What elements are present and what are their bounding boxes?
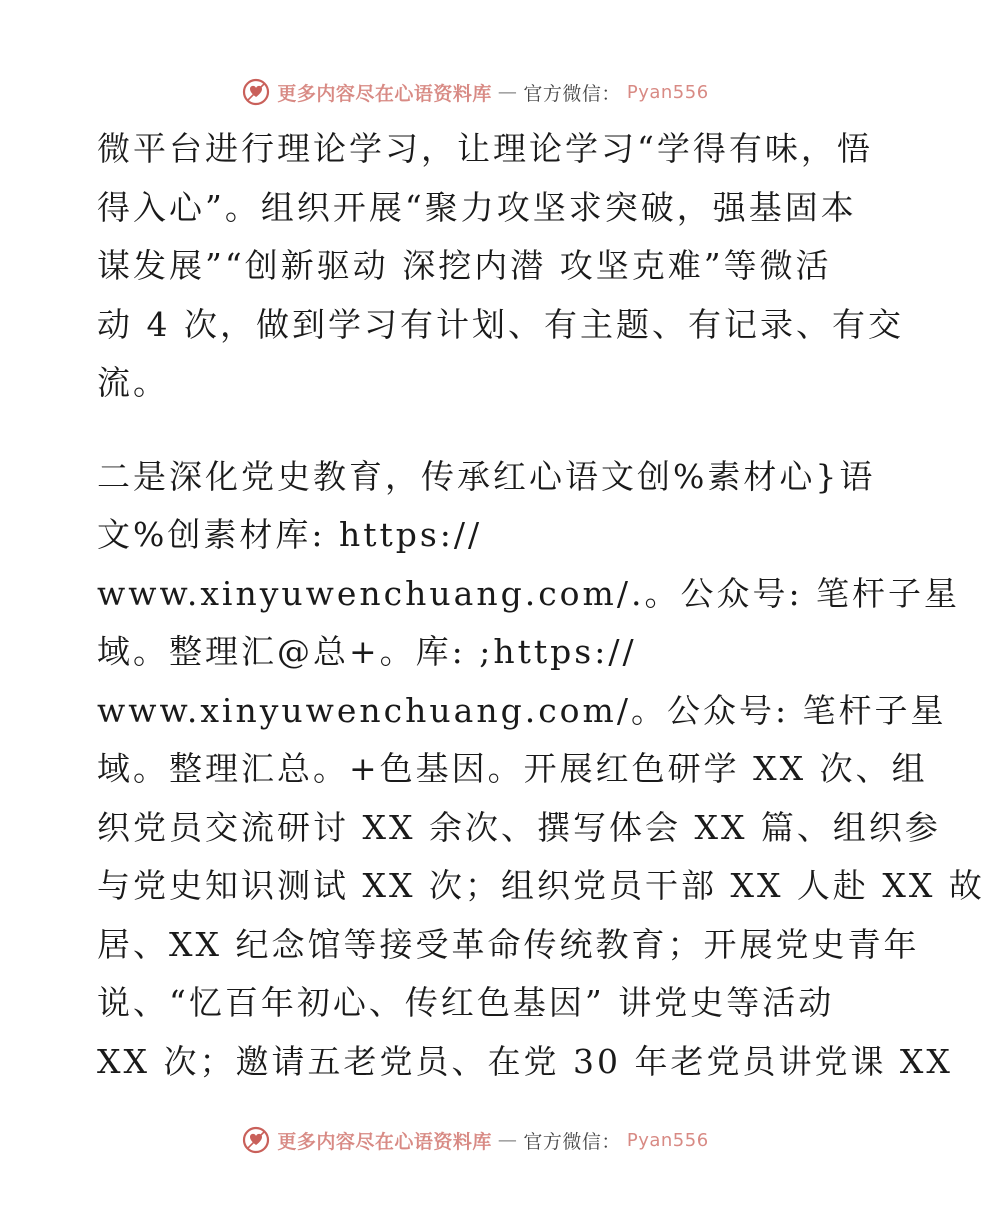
text-line: 得入心”。组织开展“聚力攻坚求突破，强基固本	[97, 187, 857, 227]
watermark-wechat-id: Pyan556	[626, 1129, 709, 1151]
text-line: 谋发展”“创新驱动 深挖内潜 攻坚克难”等微活	[97, 246, 832, 285]
text-line: 与党史知识测试 XX 次；组织党员干部 XX 人赴 XX 故	[97, 866, 985, 905]
text-line: 二是深化党史教育，传承红心语文创%素材心}语	[97, 456, 876, 496]
watermark-main-text: 更多内容尽在心语资料库	[277, 1130, 492, 1153]
text-line: 织党员交流研讨 XX 余次、撰写体会 XX 篇、组织参	[97, 807, 941, 847]
footer-watermark	[0, 1120, 950, 1160]
watermark-sub-text: 官方微信：	[523, 82, 621, 105]
text-line: 流。	[97, 363, 169, 402]
watermark-dash: —	[497, 1129, 518, 1151]
heart-logo-icon	[241, 1125, 271, 1155]
watermark-sub-text: 官方微信：	[523, 1130, 621, 1153]
text-line: www.xinyuwenchuang.com/。公众号: 笔杆子星	[97, 690, 947, 730]
heart-logo-icon	[241, 77, 271, 107]
text-line: XX 次；邀请五老党员、在党 30 年老党员讲党课 XX	[97, 1041, 953, 1081]
paragraph-gap	[97, 413, 857, 448]
text-line: 动 4 次，做到学习有计划、有主题、有记录、有交	[97, 304, 904, 344]
text-line: www.xinyuwenchuang.com/.。公众号: 笔杆子星	[97, 573, 961, 613]
document-body	[97, 120, 985, 1091]
paragraph-1	[97, 120, 904, 413]
watermark-dash: —	[497, 81, 518, 103]
watermark-wechat-id: Pyan556	[626, 81, 709, 103]
header-watermark	[0, 72, 950, 112]
text-line: 说、“忆百年初心、传红色基因” 讲党史等活动	[97, 983, 835, 1022]
watermark-main-text: 更多内容尽在心语资料库	[277, 82, 492, 105]
text-line: 微平台进行理论学习，让理论学习“学得有味，悟	[97, 129, 873, 168]
text-line: 居、XX 纪念馆等接受革命传统教育；开展党史青年	[97, 924, 920, 964]
text-line: 域。整理汇总。+色基因。开展红色研学 XX 次、组	[97, 749, 928, 788]
paragraph-2	[97, 448, 985, 1092]
text-line: 文%创素材库: https://	[97, 515, 483, 554]
text-line: 域。整理汇@总+。库: ;https://	[97, 632, 637, 671]
